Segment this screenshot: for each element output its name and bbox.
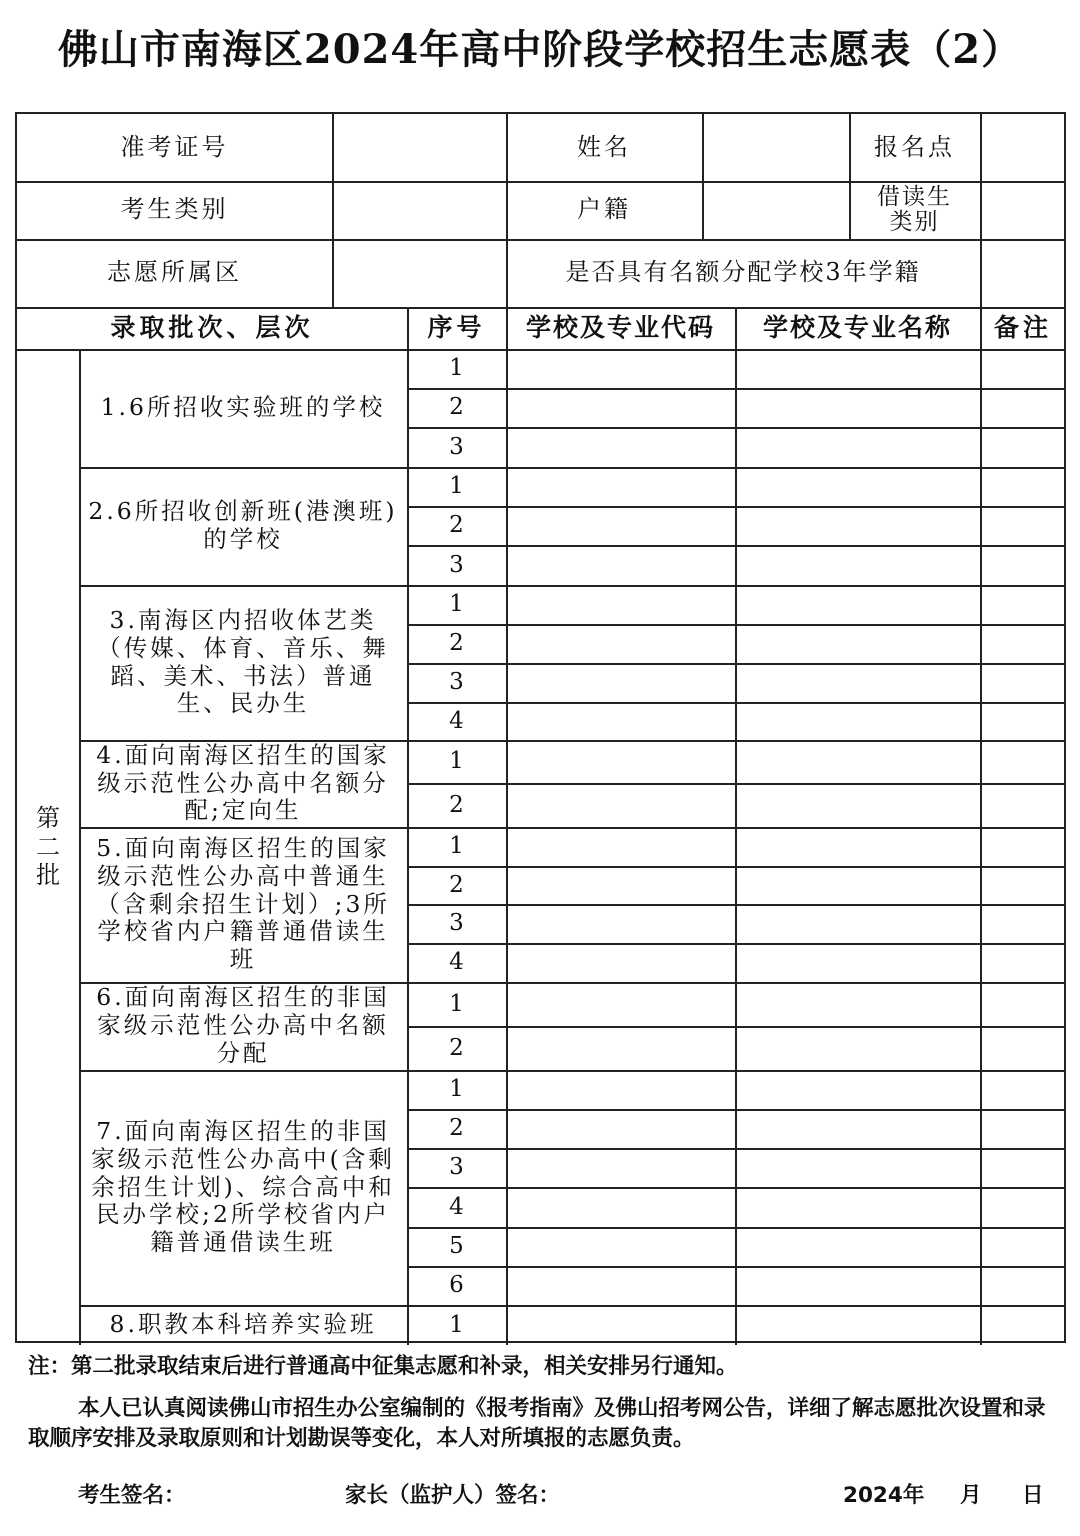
school-name-field[interactable] [735, 1227, 980, 1266]
school-code-field[interactable] [506, 827, 735, 866]
category-label: 6.面向南海区招生的非国家级示范性公办高中名额分配 [96, 983, 390, 1067]
remark-field[interactable] [980, 427, 1066, 467]
remark-field[interactable] [980, 1109, 1066, 1148]
header-batch-level: 录取批次、层次 [110, 312, 314, 342]
date-day: 日 [1022, 1483, 1044, 1508]
school-code-field[interactable] [506, 1026, 735, 1070]
school-code-field[interactable] [506, 1266, 735, 1305]
remark-field[interactable] [980, 1070, 1066, 1109]
school-code-field[interactable] [506, 783, 735, 827]
seq-number: 4 [449, 1193, 464, 1220]
school-name-field[interactable] [735, 1266, 980, 1305]
seq-number: 3 [449, 433, 464, 460]
seq-number: 2 [449, 630, 464, 657]
district-label: 志愿所属区 [107, 258, 242, 287]
school-code-field[interactable] [506, 1109, 735, 1148]
rule-line [407, 307, 409, 349]
seq-number: 1 [449, 990, 464, 1017]
school-name-field[interactable] [735, 1148, 980, 1187]
school-code-field[interactable] [506, 1227, 735, 1266]
school-name-field[interactable] [735, 904, 980, 943]
parent-signature-label: 家长（监护人）签名： [345, 1483, 561, 1508]
school-name-field[interactable] [735, 740, 980, 783]
school-code-field[interactable] [506, 866, 735, 904]
school-name-field[interactable] [735, 545, 980, 585]
quota-field[interactable] [980, 239, 1066, 307]
school-name-field[interactable] [735, 467, 980, 506]
category-label: 5.面向南海区招生的国家级示范性公办高中普通生（含剩余招生计划）;3所学校省内户籍普通借读生班 [96, 834, 390, 974]
school-name-field[interactable] [735, 506, 980, 545]
quota-question: 是否具有名额分配学校3年学籍 [565, 258, 921, 287]
school-name-field[interactable] [735, 827, 980, 866]
school-name-field[interactable] [735, 585, 980, 624]
page-title: 佛山市南海区2024年高中阶段学校招生志愿表（2） [57, 26, 1023, 73]
school-name-field[interactable] [735, 982, 980, 1026]
student-signature-label: 考生签名： [78, 1483, 186, 1508]
header-seq: 序号 [427, 312, 486, 342]
school-code-field[interactable] [506, 663, 735, 702]
remark-field[interactable] [980, 585, 1066, 624]
school-name-field[interactable] [735, 943, 980, 982]
reg-point-label: 报名点 [874, 132, 955, 161]
date-month: 月 [960, 1483, 982, 1508]
school-code-field[interactable] [506, 585, 735, 624]
category-label: 7.面向南海区招生的非国家级示范性公办高中(含剩余招生计划)、综合高中和民办学校;2所学校省内户籍普通借读生班 [91, 1117, 395, 1257]
header-school-name: 学校及专业名称 [762, 312, 952, 342]
borrow-field[interactable] [980, 181, 1066, 239]
reg-point-field[interactable] [980, 114, 1066, 181]
school-name-field[interactable] [735, 702, 980, 740]
remark-field[interactable] [980, 1305, 1066, 1345]
school-code-field[interactable] [506, 1305, 735, 1345]
category-field[interactable] [332, 181, 506, 239]
school-name-field[interactable] [735, 427, 980, 467]
school-name-field[interactable] [735, 388, 980, 427]
seq-number: 3 [449, 551, 464, 578]
remark-field[interactable] [980, 783, 1066, 827]
district-field[interactable] [332, 239, 506, 307]
remark-field[interactable] [980, 1266, 1066, 1305]
remark-field[interactable] [980, 388, 1066, 427]
header-remark: 备注 [993, 312, 1052, 342]
seq-number: 2 [449, 791, 464, 818]
seq-number: 3 [449, 1154, 464, 1181]
rule-line [702, 114, 704, 239]
seq-number: 3 [449, 669, 464, 696]
seq-number: 4 [449, 949, 464, 976]
category-label: 考生类别 [120, 195, 229, 224]
rule-line [506, 114, 508, 349]
school-code-field[interactable] [506, 388, 735, 427]
school-code-field[interactable] [506, 545, 735, 585]
rule-line [17, 181, 1066, 183]
seq-number: 3 [449, 910, 464, 937]
seq-number: 2 [449, 1034, 464, 1061]
category-label: 2.6所招收创新班(港澳班)的学校 [88, 497, 398, 553]
school-code-field[interactable] [506, 1187, 735, 1227]
school-name-field[interactable] [735, 1109, 980, 1148]
school-code-field[interactable] [506, 349, 735, 388]
school-code-field[interactable] [506, 506, 735, 545]
remark-field[interactable] [980, 1148, 1066, 1187]
remark-field[interactable] [980, 663, 1066, 702]
seq-number: 2 [449, 512, 464, 539]
remark-field[interactable] [980, 349, 1066, 388]
school-code-field[interactable] [506, 624, 735, 663]
seq-number: 6 [449, 1272, 464, 1299]
school-code-field[interactable] [506, 904, 735, 943]
remark-field[interactable] [980, 943, 1066, 982]
remark-field[interactable] [980, 624, 1066, 663]
remark-field[interactable] [980, 506, 1066, 545]
seq-number: 1 [449, 1076, 464, 1103]
school-name-field[interactable] [735, 1305, 980, 1345]
category-label: 1.6所招收实验班的学校 [100, 393, 386, 422]
seq-number: 2 [449, 1115, 464, 1142]
name-field[interactable] [702, 114, 849, 181]
borrow-label: 借读生类别 [877, 183, 952, 235]
school-code-field[interactable] [506, 1148, 735, 1187]
note-line-1: 注：第二批录取结束后进行普通高中征集志愿和补录，相关安排另行通知。 [28, 1354, 738, 1379]
rule-line [332, 114, 334, 307]
header-code: 学校及专业代码 [525, 312, 715, 342]
school-name-field[interactable] [735, 783, 980, 827]
hukou-label: 户籍 [577, 195, 631, 224]
seq-number: 1 [449, 591, 464, 618]
school-code-field[interactable] [506, 740, 735, 783]
remark-field[interactable] [980, 1026, 1066, 1070]
school-code-field[interactable] [506, 943, 735, 982]
name-label: 姓名 [577, 132, 631, 161]
application-form [15, 112, 1066, 1343]
school-code-field[interactable] [506, 427, 735, 467]
exam-no-label: 准考证号 [120, 132, 229, 161]
school-code-field[interactable] [506, 1070, 735, 1109]
seq-number: 1 [449, 355, 464, 382]
school-code-field[interactable] [506, 467, 735, 506]
hukou-field[interactable] [702, 181, 849, 239]
seq-number: 1 [449, 748, 464, 775]
seq-number: 2 [449, 394, 464, 421]
date-year: 2024年 [843, 1483, 925, 1508]
remark-field[interactable] [980, 1227, 1066, 1266]
school-code-field[interactable] [506, 982, 735, 1026]
remark-field[interactable] [980, 545, 1066, 585]
seq-number: 5 [449, 1233, 464, 1260]
school-name-field[interactable] [735, 349, 980, 388]
rule-line [17, 307, 1066, 309]
category-label: 3.南海区内招收体艺类（传媒、体育、音乐、舞蹈、美术、书法）普通生、民办生 [97, 606, 389, 718]
rule-line [849, 114, 851, 239]
remark-field[interactable] [980, 1187, 1066, 1227]
exam-no-field[interactable] [332, 114, 506, 181]
seq-number: 2 [449, 871, 464, 898]
remark-field[interactable] [980, 904, 1066, 943]
school-name-field[interactable] [735, 624, 980, 663]
remark-field[interactable] [980, 467, 1066, 506]
school-name-field[interactable] [735, 1070, 980, 1109]
rule-line [17, 239, 1066, 241]
batch-label: 第 二 批 [36, 803, 60, 890]
school-code-field[interactable] [506, 702, 735, 740]
school-name-field[interactable] [735, 1187, 980, 1227]
note-line-2: 本人已认真阅读佛山市招生办公室编制的《报考指南》及佛山招考网公告，详细了解志愿批次设置和录取顺序安排及录取原则和计划勘误等变化，本人对所填报的志愿负责。 [28, 1396, 1046, 1452]
school-name-field[interactable] [735, 1026, 980, 1070]
category-label: 8.职教本科培养实验班 [109, 1310, 377, 1339]
seq-number: 1 [449, 1311, 464, 1338]
remark-field[interactable] [980, 866, 1066, 904]
seq-number: 1 [449, 833, 464, 860]
seq-number: 4 [449, 707, 464, 734]
remark-field[interactable] [980, 982, 1066, 1026]
school-name-field[interactable] [735, 663, 980, 702]
remark-field[interactable] [980, 827, 1066, 866]
school-name-field[interactable] [735, 866, 980, 904]
remark-field[interactable] [980, 740, 1066, 783]
remark-field[interactable] [980, 702, 1066, 740]
seq-number: 1 [449, 473, 464, 500]
category-label: 4.面向南海区招生的国家级示范性公办高中名额分配;定向生 [96, 740, 390, 825]
